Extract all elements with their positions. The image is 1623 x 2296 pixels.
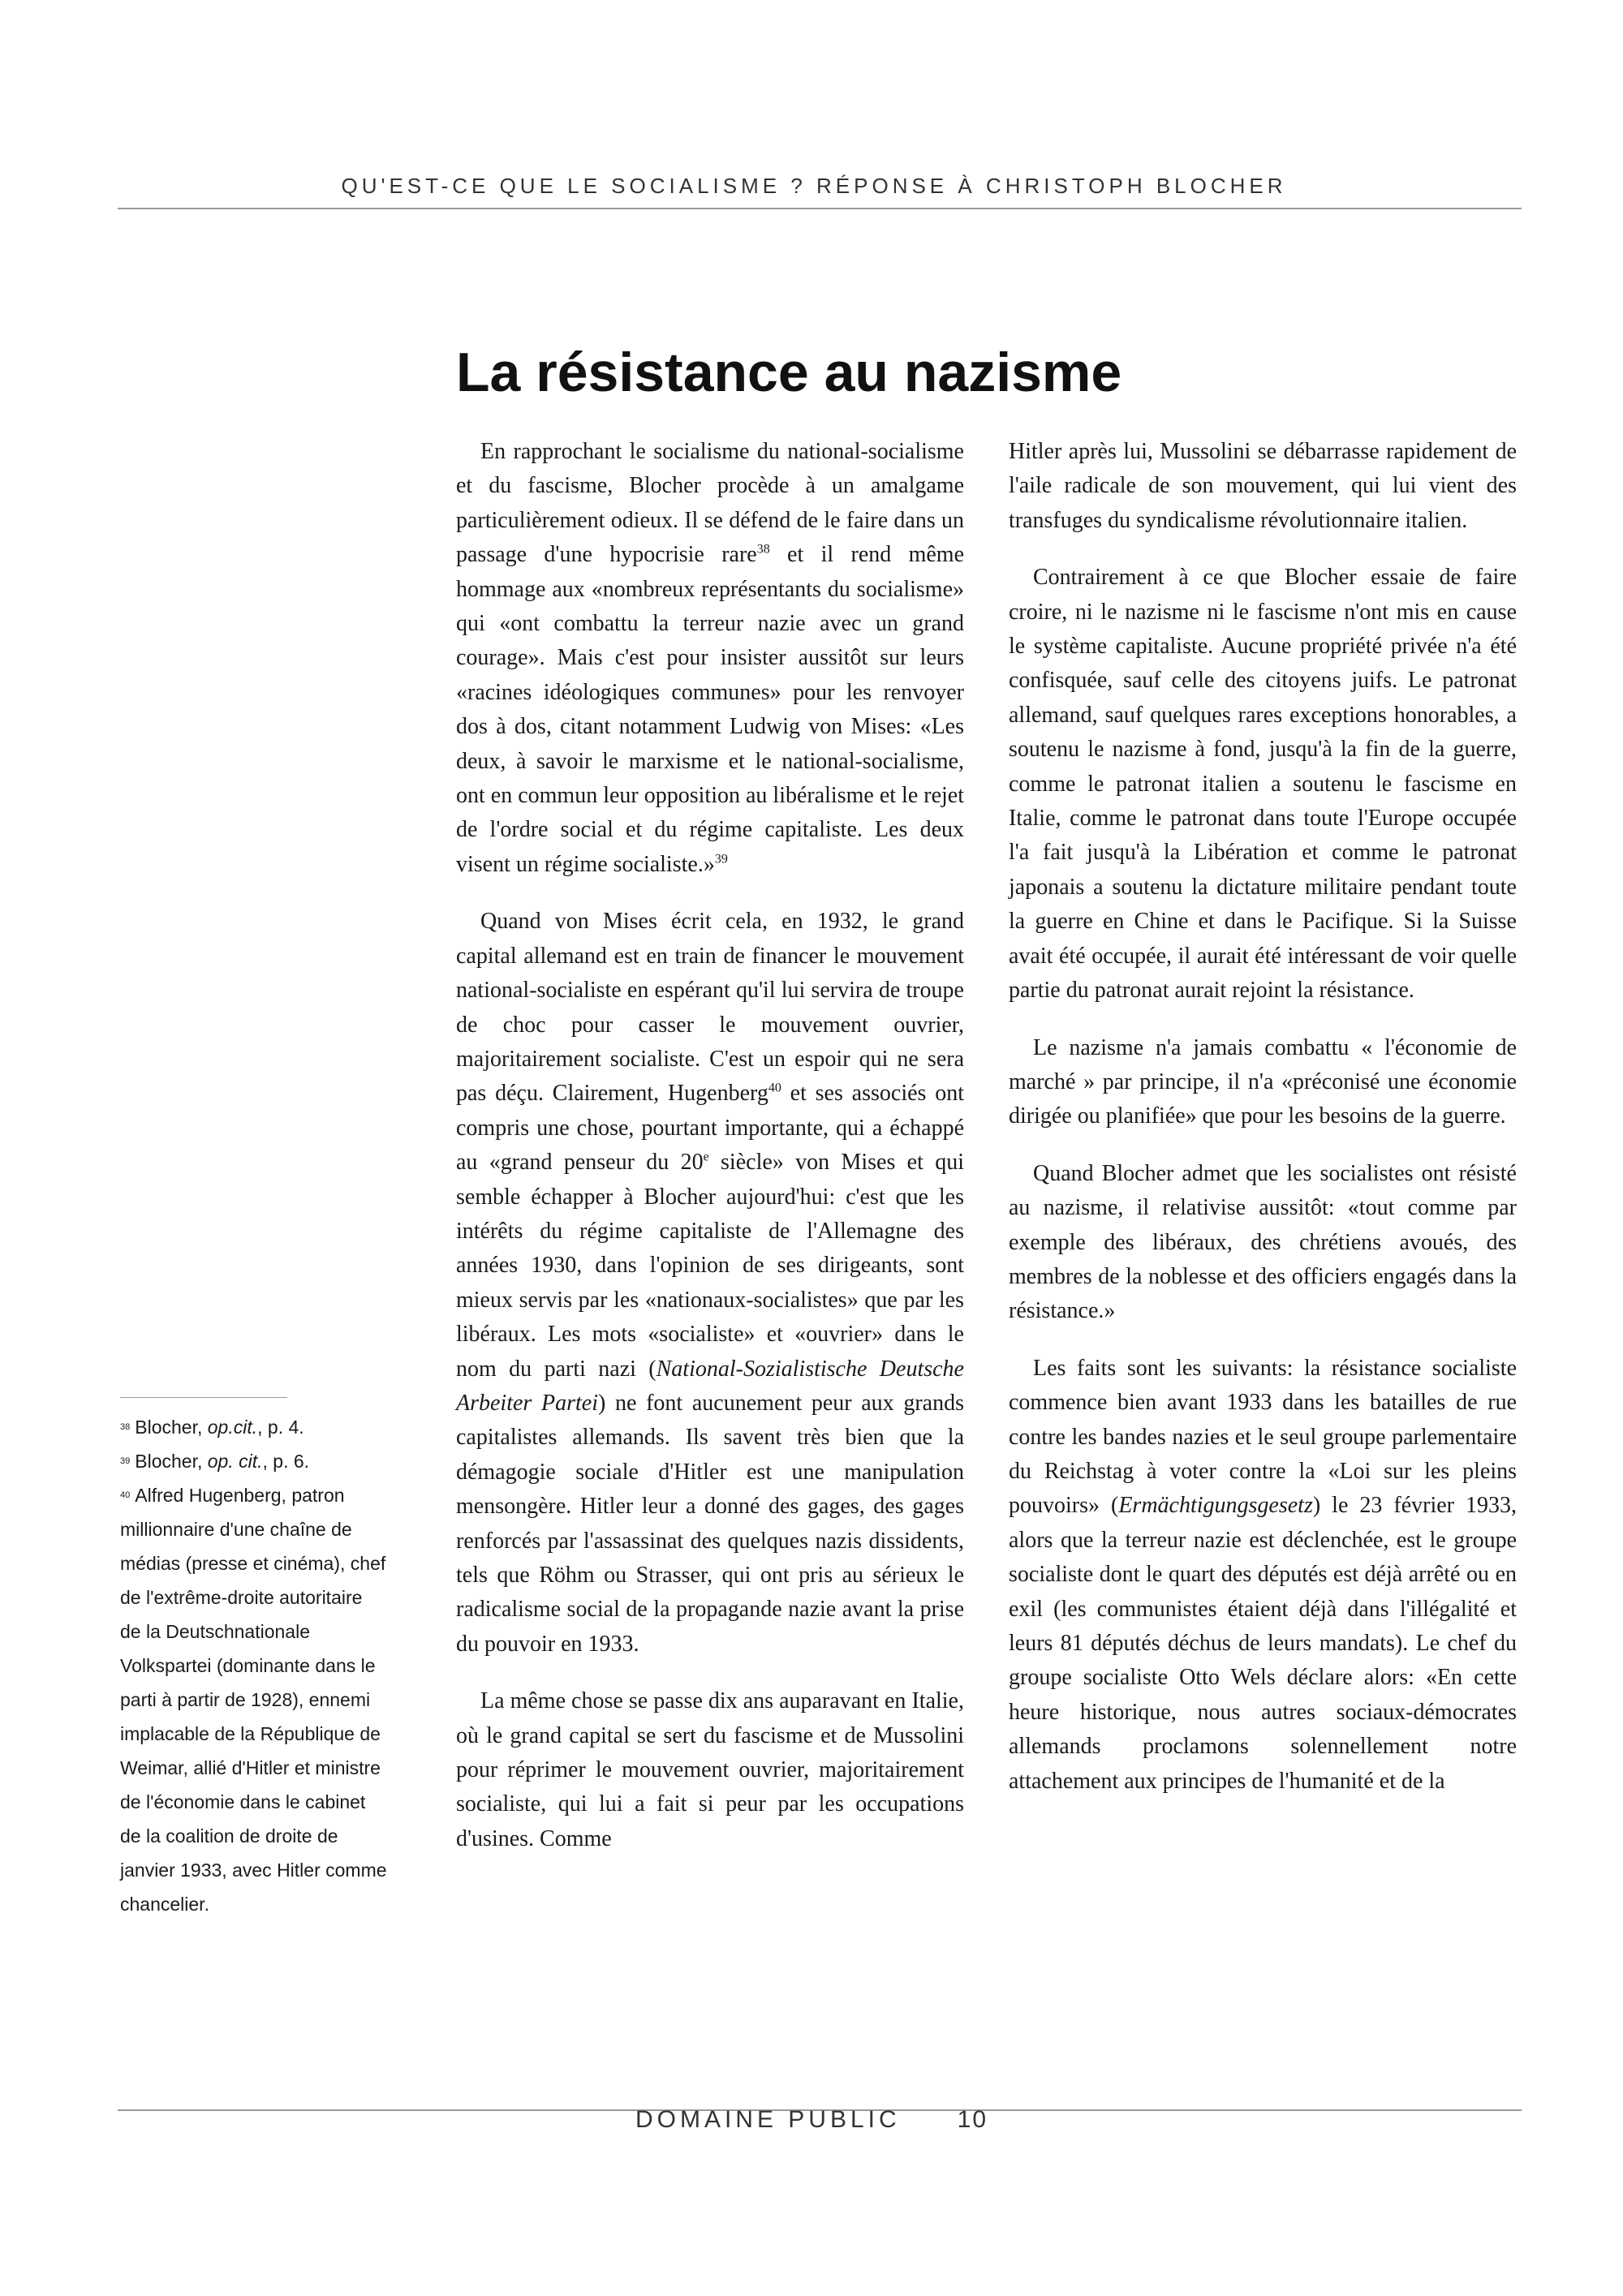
party-name: National-Sozialistische Deutsche Arbeiter Partei	[456, 1356, 964, 1416]
footnote: $^{40}$ Alfred Hugenberg, patron millionnaire d'une chaîne de médias (presse et cinéma), chef de l'extrême-droite autoritaire de la Deutschnationale Volkspartei (dominante dans le parti à partir de 1928), ennemi implacable de la République de Weimar, allié d'Hitler et ministre de l'économie dans le cabinet de la coalition de droite de janvier 1933, avec Hitler comme chancelier.	[120, 1485, 387, 1915]
publication-name: DOMAINE PUBLIC	[635, 2106, 901, 2133]
running-header: QU'EST-CE QUE LE SOCIALISME ? RÉPONSE À CHRISTOPH BLOCHER	[341, 174, 1287, 198]
paragraph: En rapprochant le socialisme du national-socialisme et du fascisme, Blocher procède à un amalgame particulièrement odieux. Il se défend de le faire dans un passage d'une hypocrisie rare$^{38}$ et il rend même hommage aux «nombreux représentants du socialisme» qui «ont combattu la terreur nazie avec un grand courage». Mais c'est pour insister aussitôt sur leurs «racines idéologiques communes» pour les renvoyer dos à dos, citant notamment Ludwig von Mises: «Les deux, à savoir le marxisme et le national-socialisme, ont en commun leur opposition au libéralisme et le rejet de l'ordre social et du régime capitaliste. Les deux visent un régime socialiste.»$^{39}$	[456, 439, 965, 877]
footnote-ref: 40	[768, 1081, 781, 1095]
law-name: Ermächtigungsgesetz	[1118, 1493, 1313, 1519]
header-rule	[118, 208, 1522, 209]
footnote-ref: 38	[756, 542, 770, 557]
paragraph: La même chose se passe dix ans auparavant en Italie, où le grand capital se sert du fascisme et de Mussolini pour réprimer le mouvement ouvrier, majoritairement socialiste, qui lui a fait si peur par les occupations d'usines. Comme	[456, 1688, 964, 1851]
footnotes	[120, 1410, 388, 1921]
paragraph: Le nazisme n'a jamais combattu « l'économie de marché » par principe, il n'a «préconisé une économie dirigée ou planifiée» que pour les besoins de la guerre.	[1009, 1034, 1517, 1129]
paragraph: Contrairement à ce que Blocher essaie de faire croire, ni le nazisme ni le fascisme n'ont mis en cause le système capitaliste. Aucune propriété privée n'a été confisquée, sauf celle des citoyens juifs. Le patronat allemand, sauf quelques rares exceptions honorables, a soutenu le nazisme à fond, jusqu'à la fin de la guerre, comme le patronat italien a soutenu le fascisme en Italie, comme le patronat dans toute l'Europe occupée l'a fait jusqu'à la Libération et comme le patronat japonais a soutenu la dictature militaire pendant toute la guerre en Chine et dans le Pacifique. Si la Suisse avait été occupée, il aurait été intéressant de voir quelle partie du patronat aurait rejoint la résistance.	[1009, 565, 1517, 1004]
page-footer	[0, 2106, 1623, 2134]
footnote-ref: 39	[714, 852, 728, 866]
footnote: $^{38}$ Blocher, op.cit., p. 4.	[120, 1417, 304, 1438]
footnote-rule	[120, 1397, 287, 1398]
article-title: La résistance au nazisme	[456, 342, 1122, 403]
footnote: $^{39}$ Blocher, op. cit., p. 6.	[120, 1451, 310, 1472]
paragraph: Quand Blocher admet que les socialistes ont résisté au nazisme, il relativise aussitôt: «tout comme par exemple des libéraux, des chrétiens avoués, des membres de la noblesse et des officiers engagés dans la résistance.»	[1009, 1160, 1517, 1324]
left-column	[456, 435, 964, 1879]
paragraph: Les faits sont les suivants: la résistance socialiste commence bien avant 1933 dans les batailles de rue contre les bandes nazies et le seul groupe parlementaire du Reichstag à voter contre la «Loi sur les pleins pouvoirs» (Ermächtigungsgesetz) le 23 février 1933, alors que la terreur nazie est déclenchée, est le groupe socialiste dont le quart des députés est déjà arrêté ou en exil (les communistes étaient déjà dans l'illégalité et leurs 81 députés déchus de leurs mandats). Le chef du groupe socialiste Otto Wels déclare alors: «En cette heure historique, nous autres sociaux-démocrates allemands proclamons solennellement notre attachement aux principes de l'humanité et de la	[1009, 1355, 1517, 1794]
right-column	[1009, 435, 1517, 1821]
ordinal-suffix: e	[703, 1150, 709, 1164]
paragraph: Hitler après lui, Mussolini se débarrasse rapidement de l'aile radicale de son mouvement, qui lui vient des transfuges du syndicalisme révolutionnaire italien.	[1009, 439, 1517, 533]
page-number: 10	[957, 2106, 988, 2133]
paragraph: Quand von Mises écrit cela, en 1932, le grand capital allemand est en train de financer le mouvement national-socialiste en espérant qu'il lui servira de troupe de choc pour casser le mouvement ouvrier, majoritairement socialiste. C'est un espoir qui ne sera pas déçu. Clairement, Hugenberg$^{40}$ et ses associés ont compris une chose, pourtant importante, qui a échappé au «grand penseur du 20e siècle» von Mises et qui semble échapper à Blocher aujourd'hui: c'est que les intérêts du régime capitaliste de l'Allemagne des années 1930, dans l'opinion de ses dirigeants, sont mieux servis par les «nationaux-socialistes» que par les libéraux. Les mots «socialiste» et «ouvrier» dans le nom du parti nazi (National-Sozialistische Deutsche Arbeiter Partei) ne font aucunement peur aux grands capitalistes allemands. Ils savent très bien que la démagogie sociale d'Hitler est une manipulation mensongère. Hitler leur a donné des gages, des gages renforcés par l'assassinat des quelques nazis dissidents, tels que Röhm ou Strasser, qui ont pris au sérieux le radicalisme social de la propagande nazie avant la prise du pouvoir en 1933.	[456, 909, 965, 1657]
